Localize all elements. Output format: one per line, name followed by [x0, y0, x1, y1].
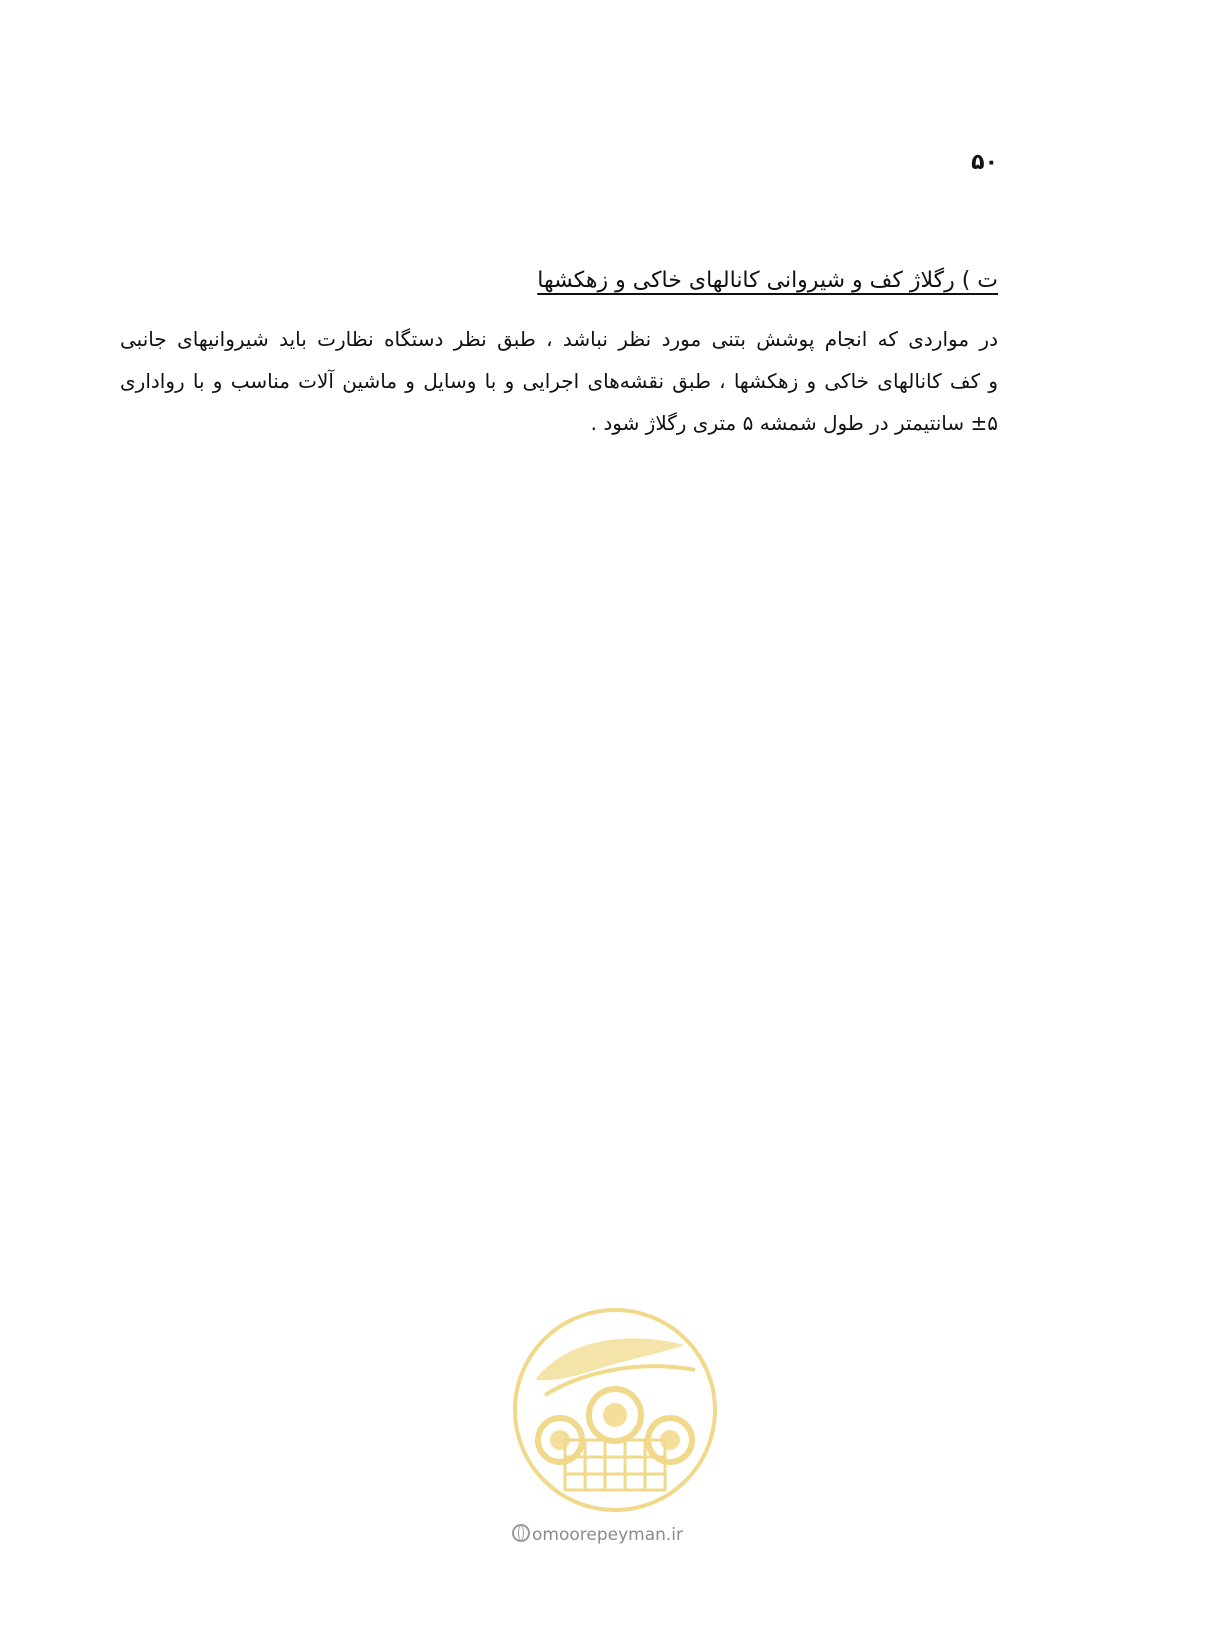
watermark-url-text: omoorepeyman.ir: [532, 1525, 684, 1545]
paragraph-line: ±۵ سانتیمتر در طول شمشه ۵ متری رگلاژ شود .: [590, 411, 998, 435]
watermark-logo: [505, 1300, 725, 1550]
paragraph-line: در مواردی که انجام پوشش بتنی مورد نظر نباشد ، طبق نظر دستگاه نظارت باید شیروانیهای جانبی: [120, 327, 998, 351]
paragraph-line: و کف کانالهای خاکی و زهکشها ، طبق نقشه‌های اجرایی و با وسایل و ماشین آلات مناسب و با رواداری: [120, 369, 998, 393]
watermark-url: [512, 1524, 683, 1545]
globe-icon: [512, 1524, 530, 1542]
section-paragraph: [120, 318, 998, 444]
watermark-seal-icon: [505, 1300, 725, 1520]
section-heading: ت ) رگلاژ کف و شیروانی کانالهای خاکی و زهکشها: [537, 268, 998, 293]
page-number: ۵۰: [971, 150, 998, 175]
